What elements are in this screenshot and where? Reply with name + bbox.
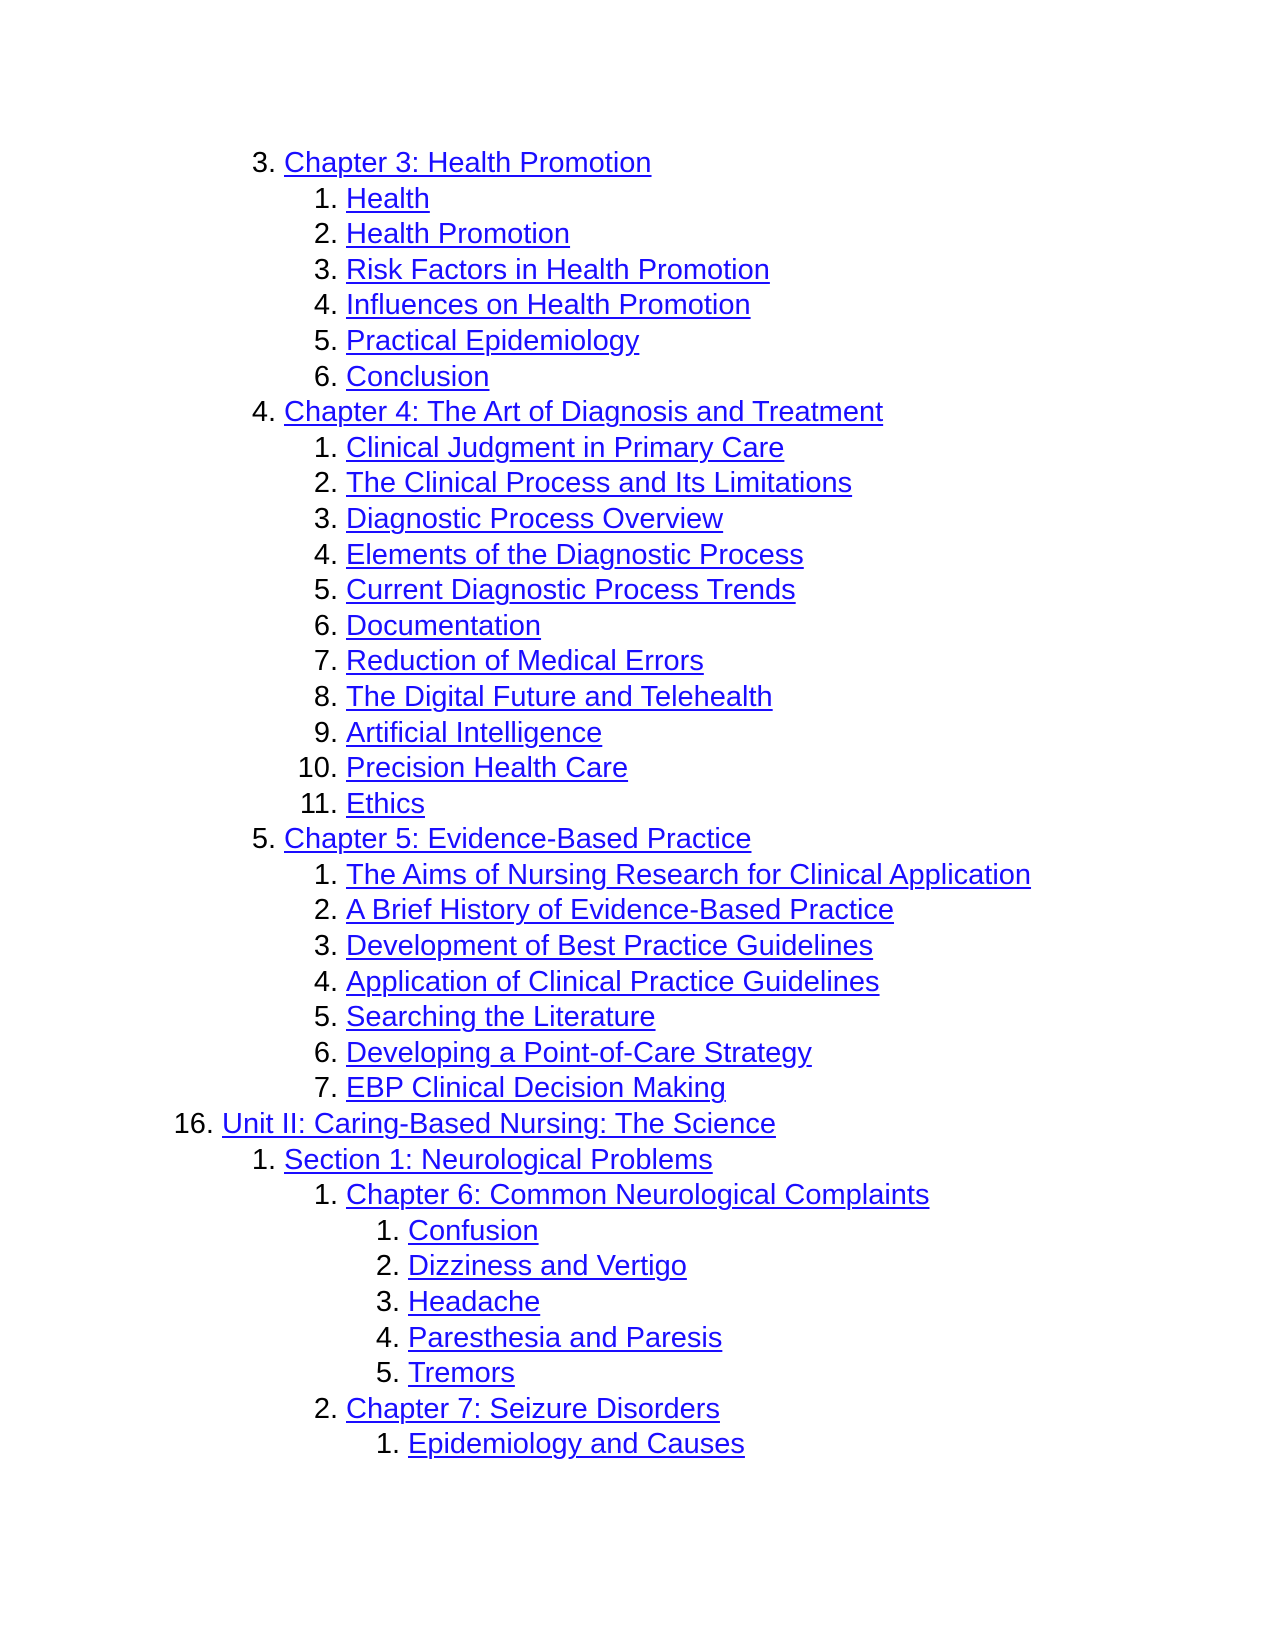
- toc-entry-number: 16.: [173, 1108, 214, 1141]
- toc-entry-link[interactable]: Artificial Intelligence: [346, 716, 603, 749]
- toc-entry-number: 6.: [313, 360, 338, 393]
- toc-entry-link[interactable]: Chapter 4: The Art of Diagnosis and Treatment: [284, 396, 884, 429]
- toc-entry-number: 10.: [297, 752, 338, 785]
- toc-entry-number: 4.: [313, 538, 338, 571]
- toc-entry-link[interactable]: Health Promotion: [346, 218, 571, 251]
- toc-entry: [0, 751, 1275, 787]
- toc-entry-link[interactable]: Section 1: Neurological Problems: [284, 1143, 713, 1176]
- toc-entry: [0, 1214, 1275, 1250]
- toc-entry-number: 8.: [313, 680, 338, 713]
- toc-entry: [0, 288, 1275, 324]
- toc-entry: [0, 573, 1275, 609]
- toc-entry-number: 5.: [251, 823, 276, 856]
- toc-entry: [0, 1036, 1275, 1072]
- toc-entry-link[interactable]: Developing a Point-of-Care Strategy: [346, 1036, 812, 1069]
- toc-entry: [0, 787, 1275, 823]
- toc-entry-link[interactable]: Unit II: Caring-Based Nursing: The Science: [222, 1108, 776, 1141]
- toc-entry: [0, 609, 1275, 645]
- toc-entry-number: 6.: [313, 609, 338, 642]
- toc-entry-link[interactable]: Chapter 7: Seizure Disorders: [346, 1392, 720, 1425]
- toc-entry: [0, 858, 1275, 894]
- toc-entry: [0, 253, 1275, 289]
- toc-entry: [0, 1285, 1275, 1321]
- toc-entry-link[interactable]: Ethics: [346, 787, 425, 820]
- toc-entry-link[interactable]: A Brief History of Evidence-Based Practice: [346, 894, 895, 927]
- toc-entry: [0, 1392, 1275, 1428]
- toc-entry-link[interactable]: Elements of the Diagnostic Process: [346, 538, 804, 571]
- toc-entry-number: 2.: [375, 1250, 400, 1283]
- toc-entry: [0, 893, 1275, 929]
- toc-entry-link[interactable]: The Aims of Nursing Research for Clinical Application: [346, 858, 1032, 891]
- toc-entry-number: 4.: [313, 289, 338, 322]
- toc-entry: [0, 360, 1275, 396]
- toc-entry-number: 1.: [313, 182, 338, 215]
- toc-entry: [0, 1321, 1275, 1357]
- toc-entry: [0, 1071, 1275, 1107]
- toc-entry: [0, 1107, 1275, 1143]
- toc-entry-number: 1.: [313, 431, 338, 464]
- toc-entry-link[interactable]: Development of Best Practice Guidelines: [346, 930, 874, 963]
- toc-entry-link[interactable]: Chapter 6: Common Neurological Complaints: [346, 1179, 930, 1212]
- toc-entry-number: 4.: [375, 1321, 400, 1354]
- toc-entry: [0, 146, 1275, 182]
- toc-entry-link[interactable]: Tremors: [408, 1357, 515, 1390]
- toc-entry: [0, 644, 1275, 680]
- toc-entry-link[interactable]: Conclusion: [346, 360, 490, 393]
- toc-entry-link[interactable]: Dizziness and Vertigo: [408, 1250, 687, 1283]
- toc-entry-number: 3.: [375, 1286, 400, 1318]
- toc-entry-number: 5.: [375, 1357, 400, 1390]
- toc-entry: [0, 1427, 1275, 1463]
- toc-entry: [0, 466, 1275, 502]
- toc-entry: [0, 680, 1275, 716]
- toc-entry: [0, 1178, 1275, 1214]
- toc-entry-number: 1.: [313, 1179, 338, 1212]
- toc-entry-number: 3.: [313, 253, 338, 286]
- toc-entry: [0, 1000, 1275, 1036]
- toc-entry-link[interactable]: Application of Clinical Practice Guidelines: [346, 965, 880, 998]
- toc-entry-number: 5.: [313, 1001, 338, 1034]
- toc-entry-link[interactable]: The Clinical Process and Its Limitations: [346, 467, 853, 500]
- toc-entry: [0, 395, 1275, 431]
- toc-entry: [0, 324, 1275, 360]
- toc-entry-link[interactable]: Health: [346, 182, 430, 215]
- toc-entry-number: 4.: [313, 965, 338, 998]
- toc-entry-number: 11.: [299, 787, 338, 820]
- toc-entry-link[interactable]: Searching the Literature: [346, 1001, 656, 1034]
- toc-entry-link[interactable]: Paresthesia and Paresis: [408, 1321, 723, 1354]
- toc-entry: [0, 431, 1275, 467]
- toc-entry-link[interactable]: Documentation: [346, 609, 542, 642]
- toc-entry: [0, 217, 1275, 253]
- toc-entry-number: 1.: [375, 1428, 400, 1461]
- toc-entry-link[interactable]: The Digital Future and Telehealth: [346, 680, 773, 713]
- toc-entry-link[interactable]: Precision Health Care: [346, 752, 629, 785]
- toc-entry-number: 5.: [313, 324, 338, 357]
- toc-entry-number: 6.: [313, 1036, 338, 1069]
- toc-entry: [0, 822, 1275, 858]
- toc-entry-link[interactable]: Chapter 5: Evidence-Based Practice: [284, 823, 752, 856]
- toc-entry: [0, 182, 1275, 218]
- toc-entry-link[interactable]: Clinical Judgment in Primary Care: [346, 431, 785, 464]
- toc-entry-link[interactable]: Current Diagnostic Process Trends: [346, 574, 796, 607]
- toc-entry: [0, 929, 1275, 965]
- toc-entry-number: 1.: [251, 1143, 276, 1176]
- toc-entry: [0, 1143, 1275, 1179]
- toc-entry-number: 5.: [313, 574, 338, 607]
- toc-entry-number: 7.: [313, 645, 338, 678]
- toc-entry-link[interactable]: Headache: [408, 1286, 541, 1318]
- toc-entry-link[interactable]: Confusion: [408, 1214, 539, 1247]
- toc-entry-number: 1.: [313, 858, 338, 891]
- toc-entry-number: 3.: [313, 930, 338, 963]
- toc-entry-number: 2.: [313, 1392, 338, 1425]
- toc-entry: [0, 538, 1275, 574]
- toc-entry-link[interactable]: EBP Clinical Decision Making: [346, 1072, 726, 1105]
- toc-entry-link[interactable]: Epidemiology and Causes: [408, 1428, 745, 1461]
- toc-entry-number: 9.: [313, 716, 338, 749]
- table-of-contents: [0, 146, 1275, 1463]
- toc-entry-number: 7.: [313, 1072, 338, 1105]
- toc-entry-link[interactable]: Risk Factors in Health Promotion: [346, 253, 770, 286]
- toc-entry: [0, 1249, 1275, 1285]
- toc-entry-number: 2.: [313, 467, 338, 500]
- toc-entry-number: 3.: [313, 502, 338, 535]
- toc-entry-number: 4.: [251, 396, 276, 429]
- toc-entry: [0, 502, 1275, 538]
- toc-entry-link[interactable]: Chapter 3: Health Promotion: [284, 147, 652, 179]
- toc-entry: [0, 965, 1275, 1001]
- toc-entry-number: 1.: [375, 1214, 400, 1247]
- toc-entry-link[interactable]: Diagnostic Process Overview: [346, 502, 724, 535]
- toc-entry-number: 2.: [313, 894, 338, 927]
- toc-entry-link[interactable]: Practical Epidemiology: [346, 324, 640, 357]
- toc-entry-number: 2.: [313, 218, 338, 251]
- toc-entry: [0, 716, 1275, 752]
- toc-entry: [0, 1356, 1275, 1392]
- toc-entry-link[interactable]: Influences on Health Promotion: [346, 289, 751, 322]
- toc-entry-link[interactable]: Reduction of Medical Errors: [346, 645, 704, 678]
- toc-entry-number: 3.: [251, 147, 276, 179]
